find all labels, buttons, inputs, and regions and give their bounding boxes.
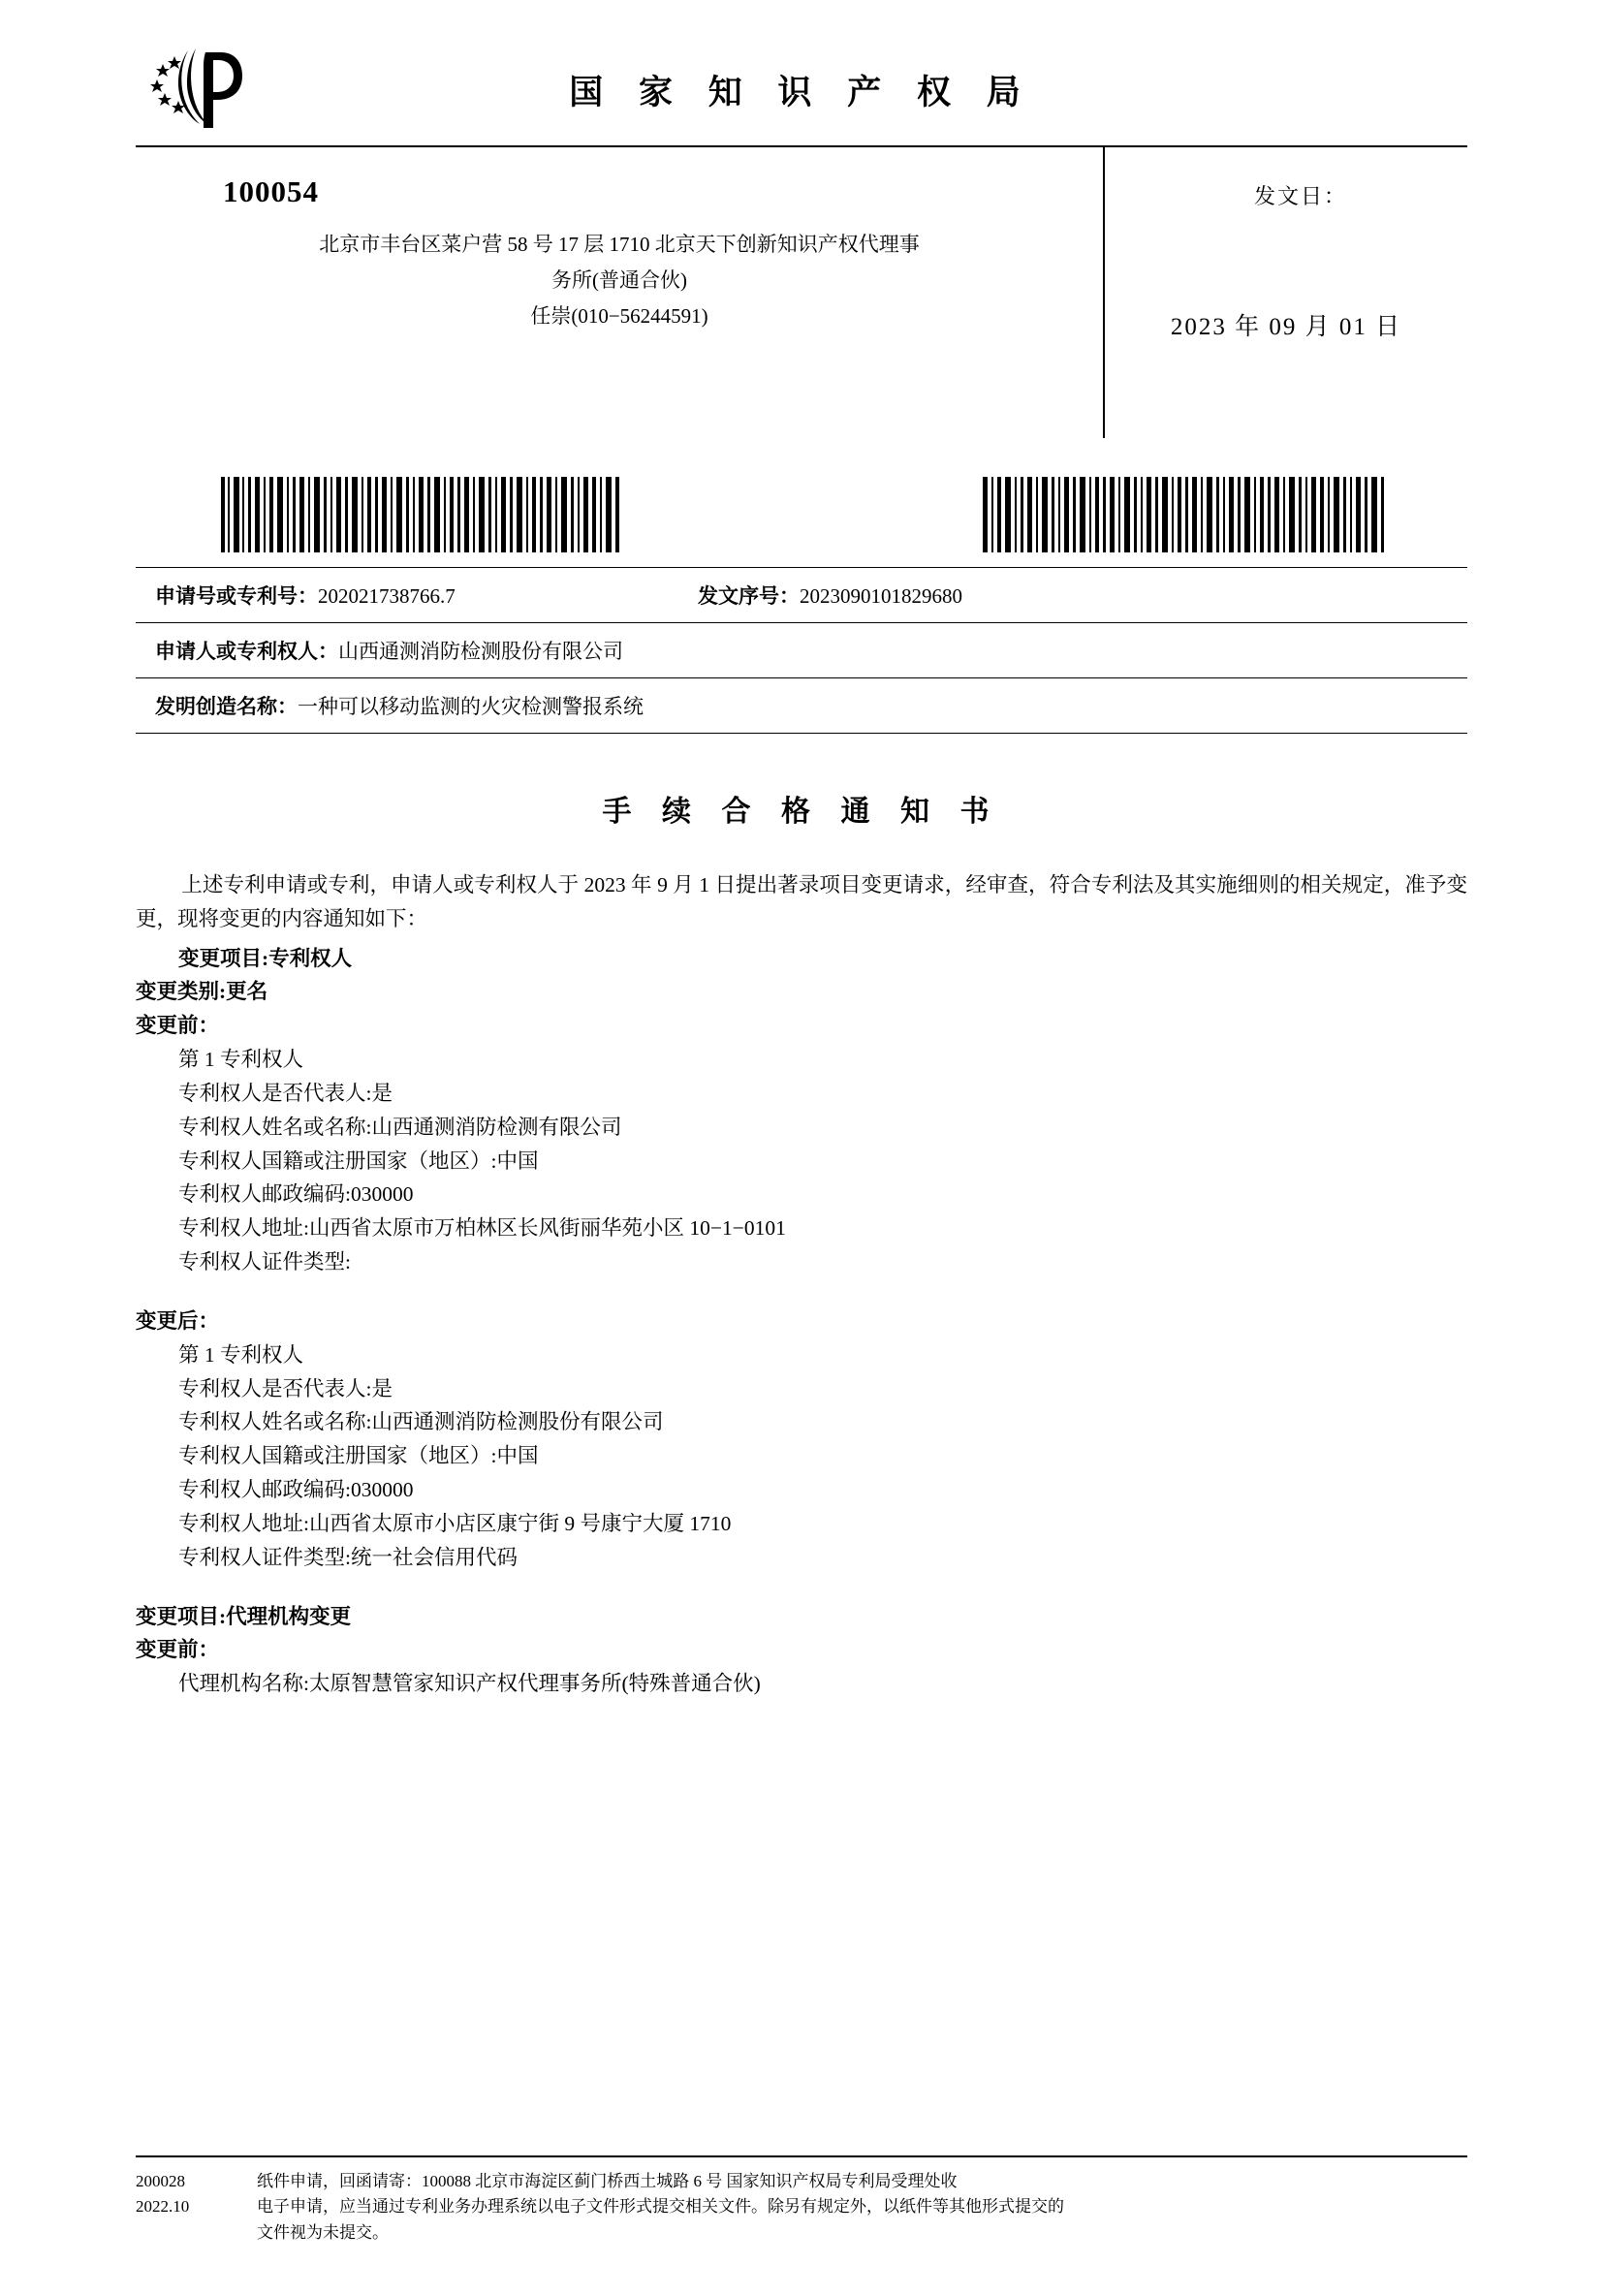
recipient-address-line-2: 务所(普通合伙): [551, 267, 687, 292]
before-line: 专利权人国籍或注册国家（地区）:中国: [178, 1148, 539, 1173]
footer-version: 2022.10: [136, 2197, 190, 2217]
footer-note-line: 电子申请，应当通过专利业务办理系统以电子文件形式提交相关文件。除另有规定外，以纸件等其他形式提交的: [257, 2197, 1064, 2217]
recipient-address-line-1: 北京市丰台区菜户营 58 号 17 层 1710 北京天下创新知识产权代理事: [319, 233, 920, 256]
serial-number-value: 2023090101829680: [800, 584, 962, 608]
before-line: 第 1 专利权人: [178, 1048, 304, 1072]
application-number-label: 申请号或专利号：: [155, 584, 318, 608]
before-line: 专利权人邮政编码:030000: [178, 1182, 414, 1207]
recipient-postcode: 100054: [223, 174, 319, 208]
before-line: 代理机构名称:太原智慧管家知识产权代理事务所(特殊普通合伙): [178, 1672, 761, 1696]
applicant-cell: [155, 636, 623, 665]
field-table: [136, 567, 1467, 734]
footer-note-line: 文件视为未提交。: [257, 2222, 389, 2242]
issue-date-block: [1105, 147, 1467, 438]
cnipa-logo-icon: [145, 47, 252, 134]
serial-number-label: 发文序号：: [698, 584, 800, 608]
application-number-value: 202021738766.7: [318, 584, 456, 608]
invention-title-value: 一种可以移动监测的火灾检测警报系统: [298, 695, 644, 718]
footer-note-line: 纸件申请，回函请寄：100088 北京市海淀区蓟门桥西土城路 6 号 国家知识产权局专利局受理处收: [257, 2171, 958, 2190]
before-line: 专利权人证件类型:: [178, 1250, 351, 1274]
change-item-1: 变更项目:专利权人: [178, 946, 353, 970]
row-application-number: [136, 567, 1467, 622]
after-line: 专利权人证件类型:统一社会信用代码: [178, 1545, 518, 1569]
footer-codes: [136, 2169, 257, 2246]
after-line: 第 1 专利权人: [178, 1342, 304, 1367]
before-label-1: 变更前：: [136, 1014, 220, 1038]
recipient-address: [155, 227, 1084, 333]
footer-form-code: 200028: [136, 2171, 185, 2190]
issue-date-value: 2023 年 09 月 01 日: [1170, 314, 1402, 340]
row-invention-title: [136, 677, 1467, 734]
invention-title-label: 发明创造名称：: [155, 695, 298, 718]
after-line: 专利权人姓名或名称:山西通测消防检测股份有限公司: [178, 1410, 664, 1434]
after-line: 专利权人邮政编码:030000: [178, 1478, 414, 1502]
footer-notes: [257, 2169, 1467, 2246]
address-date-block: [136, 147, 1467, 438]
intro-paragraph: 上述专利申请或专利，申请人或专利权人于 2023 年 9 月 1 日提出著录项目变更请求，经审查，符合专利法及其实施细则的相关规定，准予变更，现将变更的内容通知如下：: [136, 873, 1467, 930]
before-line: 专利权人姓名或名称:山西通测消防检测有限公司: [178, 1115, 622, 1139]
barcode-application-number: [217, 477, 624, 557]
before-line: 专利权人地址:山西省太原市万柏林区长风街丽华苑小区 10−1−0101: [178, 1216, 786, 1241]
before-line: 专利权人是否代表人:是: [178, 1081, 393, 1105]
applicant-label: 申请人或专利权人：: [155, 640, 338, 663]
after-line: 专利权人国籍或注册国家（地区）:中国: [178, 1444, 539, 1468]
serial-number-cell: [698, 581, 1448, 610]
document-title: 手 续 合 格 通 知 书: [602, 796, 1001, 828]
document-footer: [136, 2155, 1467, 2246]
spacer: [136, 1575, 1467, 1600]
office-title: 国 家 知 识 产 权 局: [569, 74, 1034, 111]
document-page: [0, 29, 1603, 2296]
spacer: [136, 1279, 1467, 1305]
application-number-cell: [155, 581, 698, 610]
barcode-serial-number: [980, 477, 1387, 557]
before-label-2: 变更前：: [136, 1638, 220, 1662]
invention-title-cell: [155, 691, 644, 720]
recipient-contact-line: 任崇(010−56244591): [530, 303, 708, 328]
barcode-row: [0, 438, 1603, 567]
after-line: 专利权人是否代表人:是: [178, 1376, 393, 1400]
recipient-block: [136, 147, 1105, 438]
change-item-2: 变更项目:代理机构变更: [136, 1604, 352, 1628]
row-applicant: [136, 622, 1467, 677]
after-line: 专利权人地址:山西省太原市小店区康宁街 9 号康宁大厦 1710: [178, 1511, 732, 1535]
applicant-value: 山西通测消防检测股份有限公司: [338, 640, 623, 663]
before-lines-1: [178, 1043, 1467, 1279]
document-header: [136, 29, 1467, 145]
after-lines-1: [178, 1338, 1467, 1575]
issue-date-label: 发文日：: [1253, 184, 1347, 208]
after-label-1: 变更后：: [136, 1308, 220, 1333]
before-lines-2: [178, 1667, 1467, 1701]
change-type-1: 变更类别:更名: [136, 980, 268, 1004]
document-body: [136, 868, 1467, 1701]
